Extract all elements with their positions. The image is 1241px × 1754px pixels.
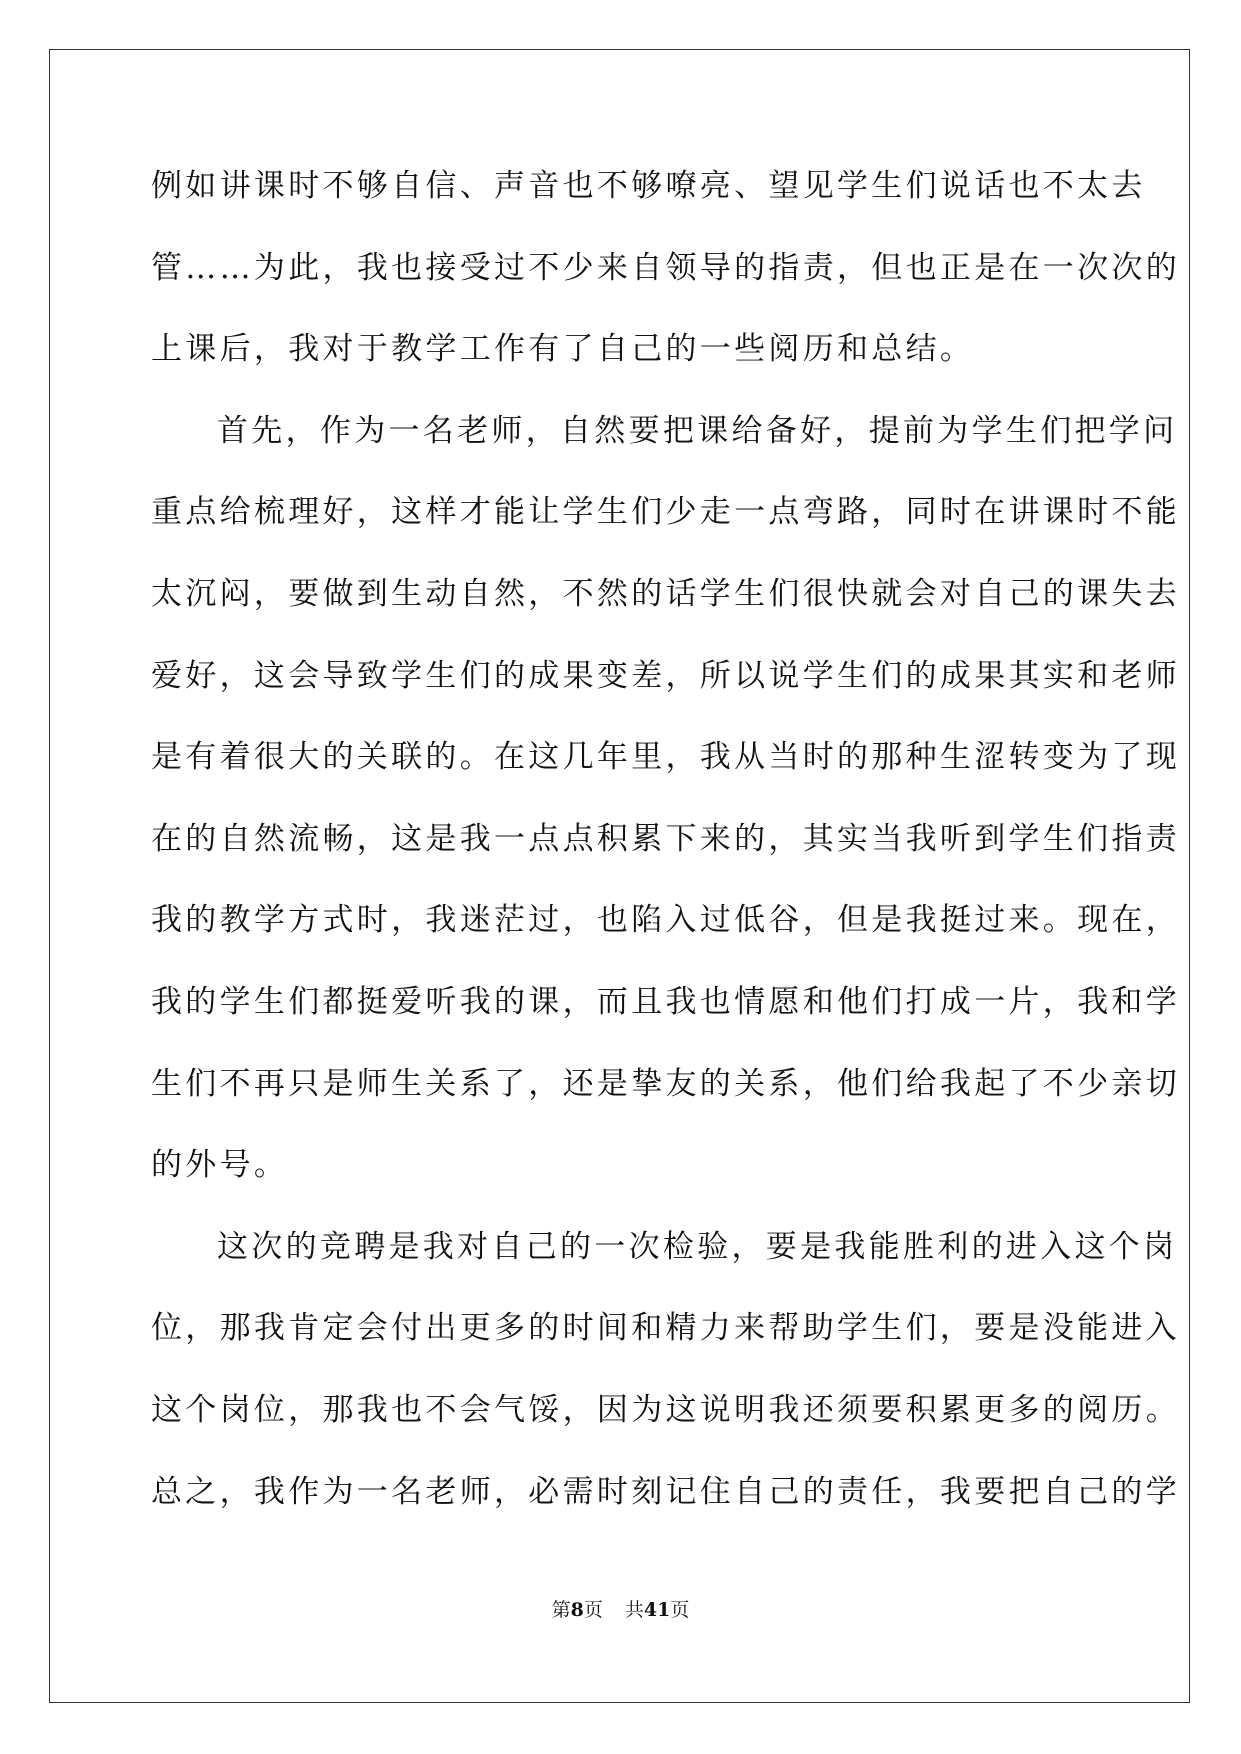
page-footer: [0, 1598, 1241, 1622]
page-label-prefix: 第: [551, 1599, 571, 1621]
paragraph-start-line: 这次的竞聘是我对自己的一次检验，要是我能胜利的进入这个岗: [217, 1228, 1178, 1265]
text-line: 生们不再只是师生关系了，还是挚友的关系，他们给我起了不少亲切: [151, 1065, 1180, 1102]
total-label-prefix: 共: [624, 1599, 644, 1621]
text-line: 例如讲课时不够自信、声音也不够嘹亮、望见学生们说话也不太去: [151, 168, 1146, 204]
text-line: 这个岗位，那我也不会气馁，因为这说明我还须要积累更多的阅历。: [151, 1391, 1180, 1428]
text-line: 重点给梳理好，这样才能让学生们少走一点弯路，同时在讲课时不能: [151, 494, 1180, 531]
text-line: 管……为此，我也接受过不少来自领导的指责，但也正是在一次次的: [151, 249, 1180, 286]
text-line: 上课后，我对于教学工作有了自己的一些阅历和总结。: [151, 331, 975, 368]
total-label-suffix: 页: [670, 1599, 690, 1621]
text-line: 我的教学方式时，我迷茫过，也陷入过低谷，但是我挺过来。现在，: [151, 902, 1180, 939]
text-line: 位，那我肯定会付出更多的时间和精力来帮助学生们，要是没能进入: [151, 1310, 1180, 1347]
page-number: 8: [570, 1599, 584, 1621]
page-label-suffix: 页: [583, 1599, 603, 1621]
text-line: 太沉闷，要做到生动自然，不然的话学生们很快就会对自己的课失去: [151, 575, 1180, 612]
text-line: 我的学生们都挺爱听我的课，而且我也情愿和他们打成一片，我和学: [151, 983, 1180, 1020]
text-line: 的外号。: [151, 1147, 289, 1184]
paragraph-start-line: 首先，作为一名老师，自然要把课给备好，提前为学生们把学问: [217, 412, 1178, 449]
text-line: 爱好，这会导致学生们的成果变差，所以说学生们的成果其实和老师: [151, 657, 1180, 694]
total-pages: 41: [643, 1599, 671, 1621]
document-body: [151, 160, 1180, 1547]
text-line: 在的自然流畅，这是我一点点积累下来的，其实当我听到学生们指责: [151, 820, 1180, 857]
text-line: 是有着很大的关联的。在这几年里，我从当时的那种生涩转变为了现: [151, 739, 1180, 776]
text-line: 总之，我作为一名老师，必需时刻记住自己的责任，我要把自己的学: [151, 1473, 1180, 1510]
